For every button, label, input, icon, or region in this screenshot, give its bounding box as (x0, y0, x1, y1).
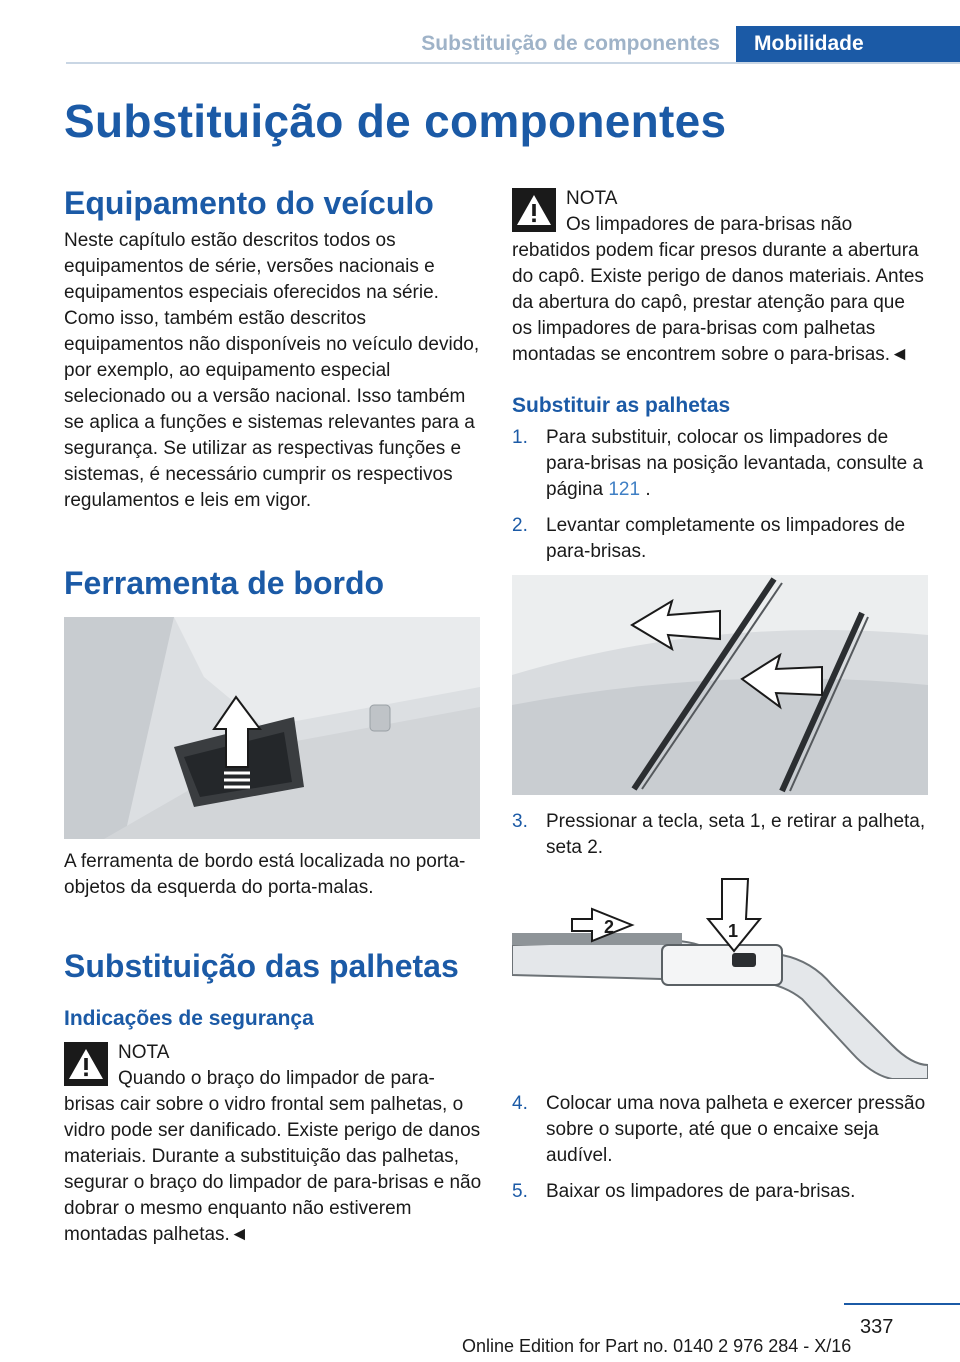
tool-heading: Ferramenta de bordo (64, 565, 385, 602)
note-text: Quando o braço do limpador de para-brisas cair sobre o vidro frontal sem palhetas, o vidro pode ser danificado. Existe perigo de danos materiais. Durante a substituição das palhetas, segurar o braço do limpador de para-brisas e não dobrar o mesmo enquanto não estiverem montadas palhetas.◄ (64, 1068, 482, 1246)
safety-heading: Indicações de segurança (64, 1007, 314, 1031)
blades-heading: Substituição das palhetas (64, 947, 459, 984)
steps-list-c (512, 1091, 930, 1205)
note-label: NOTA (118, 1042, 170, 1064)
warning-icon (512, 188, 556, 232)
left-column (64, 180, 484, 1248)
running-header-section: Substituição de componentes (421, 32, 720, 55)
list-item (512, 1091, 930, 1169)
equipment-heading: Equipamento do veículo (64, 185, 434, 221)
list-item (512, 809, 930, 861)
step-text: Levantar completamente os limpadores de para-brisas. (546, 515, 906, 563)
safety-note (64, 1040, 484, 1248)
step-number: 5. (512, 1181, 528, 1203)
hood-note (512, 186, 930, 368)
wipers-raised-figure (512, 575, 928, 795)
header-rule (66, 62, 960, 64)
arrow-label-1: 1 (728, 921, 739, 942)
step-text-tail: . (640, 479, 651, 501)
step-number: 1. (512, 427, 528, 449)
replace-blades-heading: Substituir as palhetas (512, 394, 731, 417)
tool-caption: A ferramenta de bordo está localizada no porta-objetos da esquerda do porta-malas. (64, 850, 466, 898)
step-text: Para substituir, colocar os limpadores de para-brisas na posição levantada, consulte a página (546, 427, 924, 501)
page-number: 337 (860, 1316, 894, 1338)
list-item (512, 513, 930, 565)
edition-footer: Online Edition for Part no. 0140 2 976 284 - X/16 (462, 1336, 852, 1356)
note-label: NOTA (566, 188, 618, 209)
equipment-text: Neste capítulo estão descritos todos os equipamentos de série, versões nacionais e equipamentos especiais oferecidos na série. Como isso, também estão descritos equipamentos não disponíveis no veículo devido, por exemplo, ao equipamento especial selecionado ou a versão nacional. Isso também se aplica a funções e sistemas relevantes para a segurança. Se utilizar as respectivas funções e sistemas, é necessário cumprir os respectivos regulamentos e leis em vigor. (64, 230, 480, 512)
step-text: Colocar uma nova palheta e exercer pressão sobre o suporte, até que o encaixe seja audível. (546, 1093, 926, 1167)
step-number: 2. (512, 515, 528, 537)
steps-list-b (512, 809, 930, 861)
note-text: Os limpadores de para-brisas não rebatidos podem ficar presos durante a abertura do capô. Existe perigo de danos materiais. Antes da abertura do capô, prestar atenção para que os limpadores de para-brisas com palhetas montadas se encontrem sobre o para-brisas.◄ (512, 214, 924, 365)
step-number: 3. (512, 811, 528, 833)
list-item (512, 1179, 930, 1205)
list-item (512, 425, 930, 503)
footer-rule (844, 1303, 960, 1305)
page-title: Substituição de componentes (64, 95, 727, 147)
arrow-label-2: 2 (604, 917, 615, 938)
right-column (512, 180, 930, 1215)
step-text: Pressionar a tecla, seta 1, e retirar a palheta, seta 2. (546, 811, 926, 859)
step-number: 4. (512, 1093, 528, 1115)
running-header-chapter: Mobilidade (736, 26, 960, 62)
step-text: Baixar os limpadores de para-brisas. (546, 1181, 856, 1203)
trunk-tool-figure (64, 617, 480, 839)
blade-removal-figure (512, 875, 928, 1079)
page-link[interactable]: 121 (608, 479, 641, 501)
steps-list-a (512, 425, 930, 565)
warning-icon (64, 1042, 108, 1086)
